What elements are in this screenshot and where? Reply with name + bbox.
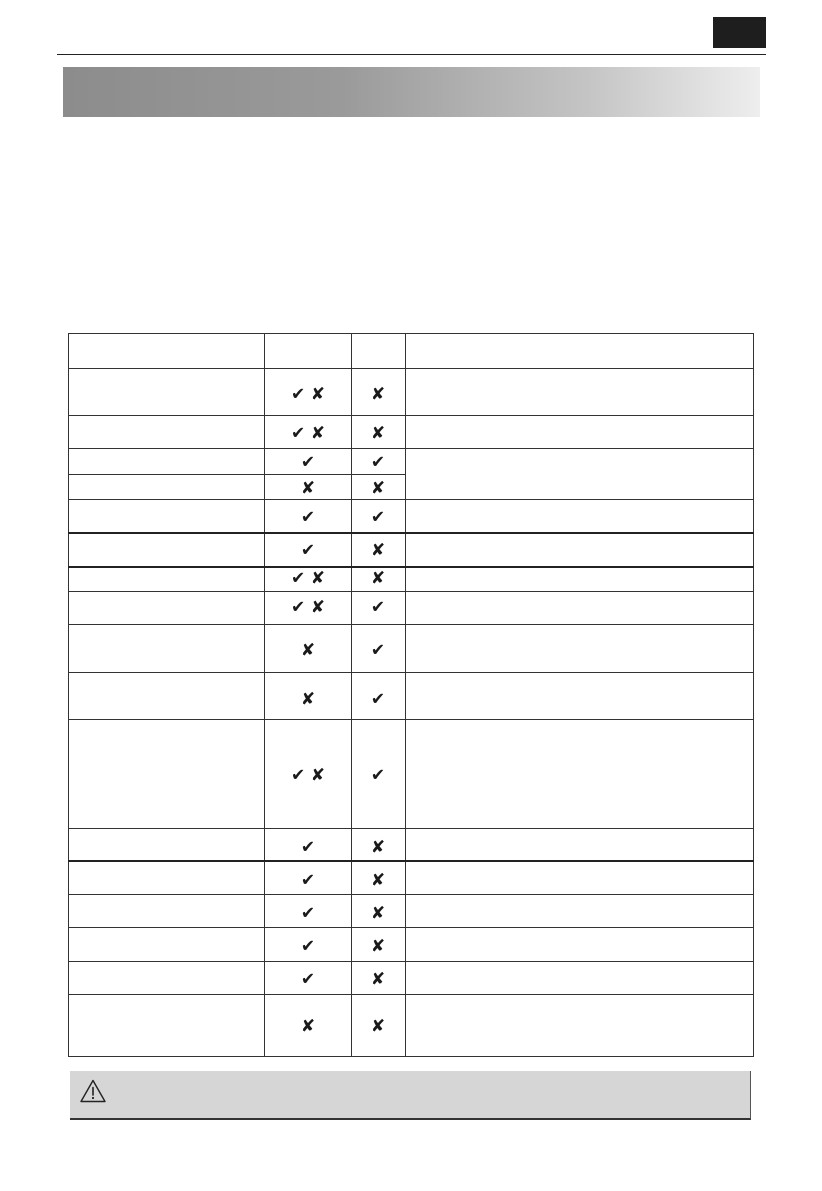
row-divider [68,499,754,500]
row-divider [68,961,754,962]
row-divider [68,415,754,416]
table-cell-mark: ✔ [300,540,316,561]
table-cell-mark: ✘ [370,837,386,858]
table-cell-mark: ✘ [370,1016,386,1037]
column-divider [264,333,265,1057]
row-divider [68,719,754,720]
compatibility-table [68,333,754,1057]
row-divider [68,894,754,895]
row-divider [68,860,754,862]
table-cell-mark: ✘ [370,540,386,561]
table-cell-mark: ✔ [370,507,386,528]
table-cell-mark: ✔ [300,936,316,957]
table-cell-mark: ✔ [300,452,316,473]
table-cell-mark: ✘ [370,870,386,891]
table-border [68,333,754,1057]
table-cell-mark: ✘ [300,478,316,499]
row-divider [68,368,754,369]
table-cell-mark: ✘ [300,1016,316,1037]
row-divider [68,591,754,592]
row-divider [68,566,754,568]
table-cell-mark: ✘ [370,969,386,990]
row-divider [68,828,754,829]
table-cell-mark: ✘ [370,423,386,444]
table-cell-mark: ✘ [300,689,316,710]
table-cell-mark: ✔ ✘ [291,568,325,589]
table-cell-mark: ✔ [370,689,386,710]
section-title-banner [63,67,760,117]
header-rule [57,54,766,55]
table-cell-mark: ✘ [370,936,386,957]
table-cell-mark: ✔ ✘ [291,384,325,405]
table-cell-mark: ✔ [300,903,316,924]
table-cell-mark: ✔ [370,765,386,786]
table-cell-mark: ✘ [370,384,386,405]
table-cell-mark: ✔ [370,640,386,661]
row-divider [68,448,754,449]
table-cell-mark: ✘ [370,568,386,589]
table-cell-mark: ✔ [370,597,386,618]
column-divider [351,333,352,1057]
table-cell-mark: ✔ ✘ [291,597,325,618]
column-divider [405,333,406,1057]
table-cell-mark: ✔ [300,507,316,528]
table-cell-mark: ✔ [300,969,316,990]
table-cell-mark: ✔ [370,452,386,473]
language-tab [713,17,766,48]
warning-note-box [70,1071,751,1120]
table-cell-mark: ✘ [370,903,386,924]
warning-triangle-icon [80,1079,106,1103]
table-cell-mark: ✔ ✘ [291,423,325,444]
table-cell-mark: ✔ [300,837,316,858]
table-cell-mark: ✘ [300,640,316,661]
table-cell-mark: ✔ ✘ [291,765,325,786]
row-divider [68,672,754,673]
row-divider [68,994,754,995]
row-divider [68,624,754,625]
row-divider [68,474,405,475]
table-cell-mark: ✘ [370,478,386,499]
table-cell-mark: ✔ [300,870,316,891]
row-divider [68,927,754,928]
row-divider [68,532,754,534]
